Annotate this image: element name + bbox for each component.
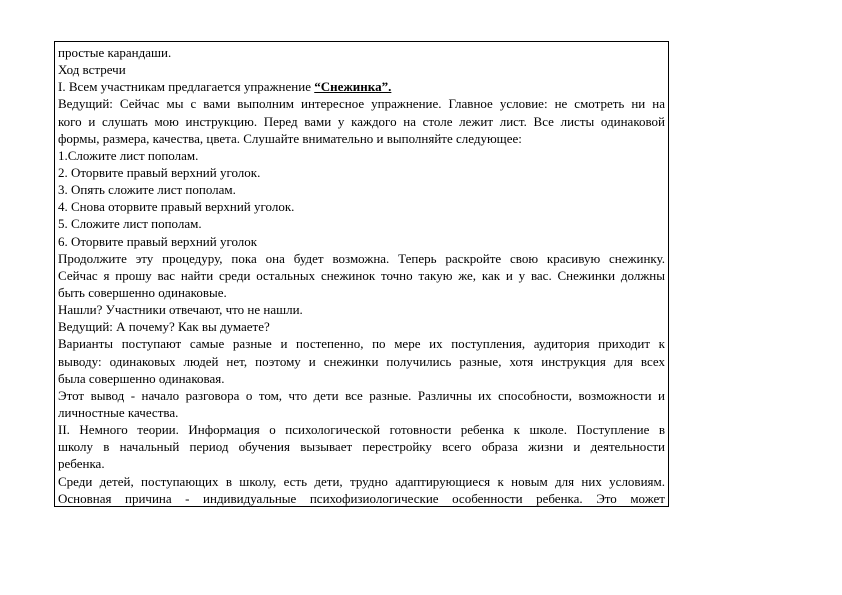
text-line: Нашли? Участники отвечают, что не нашли.: [58, 302, 303, 318]
exercise-intro-prefix: I. Всем участникам предлагается упражнение: [58, 79, 315, 95]
text-line: Ведущий: Сейчас мы с вами выполним интересное упражнение. Главное условие: не смотреть ни на: [58, 96, 665, 112]
text-line: Ведущий: А почему? Как вы думаете?: [58, 319, 270, 335]
text-line: была совершенно одинаковая.: [58, 370, 225, 386]
text-line: простые карандаши.: [58, 45, 172, 60]
instruction-step-4: 4. Снова оторвите правый верхний уголок.: [58, 199, 295, 215]
instruction-step-3: 3. Опять сложите лист пополам.: [58, 182, 236, 198]
text-line: Этот вывод - начало разговора о том, что дети все разные. Различны их способности, возможности и: [58, 387, 665, 403]
section-heading-theory: II. Немного теории. Информация о психологической готовности ребенка к школе. Поступление в: [58, 422, 665, 438]
instruction-step-1: 1.Сложите лист пополам.: [58, 147, 199, 163]
text-line: быть совершенно одинаковые.: [58, 284, 227, 300]
text-line: Основная причина - индивидуальные психофизиологические особенности ребенка. Это может: [58, 490, 665, 506]
instruction-step-2: 2. Оторвите правый верхний уголок.: [58, 164, 261, 180]
text-line: Сейчас я прошу вас найти среди остальных снежинок точно такую же, как и у вас. Снежинки должны: [58, 267, 665, 283]
exercise-name-snowflake: “Снежинка”.: [314, 79, 392, 95]
instruction-step-5: 5. Сложите лист пополам.: [58, 216, 202, 232]
exercise-intro-line: [58, 78, 665, 95]
text-line: Продолжите эту процедуру, пока она будет возможна. Теперь раскройте свою красивую снежинку.: [58, 250, 665, 266]
text-line: выводу: одинаковых людей нет, поэтому и снежинки получились разные, хотя инструкция для всех: [58, 353, 665, 369]
text-line: Варианты поступают самые разные и постепенно, по мере их поступления, аудитория приходит к: [58, 336, 665, 352]
text-line: ребенка.: [58, 456, 105, 472]
text-line: формы, размера, качества, цвета. Слушайте внимательно и выполняйте следующее:: [58, 130, 522, 146]
text-line: личностные качества.: [58, 404, 179, 420]
instruction-step-6: 6. Оторвите правый верхний уголок: [58, 233, 258, 249]
text-line: школу в начальный период обучения вызывает перестройку всего образа жизни и деятельности: [58, 439, 665, 455]
document-text-frame: [54, 41, 669, 507]
section-heading-meeting-course: Ход встречи: [58, 62, 126, 78]
text-line: Среди детей, поступающих в школу, есть дети, трудно адаптирующиеся к новым для них условиям.: [58, 473, 665, 489]
text-line: кого и слушать мою инструкцию. Перед вами у каждого на столе лежит лист. Все листы одинаковой: [58, 113, 665, 129]
